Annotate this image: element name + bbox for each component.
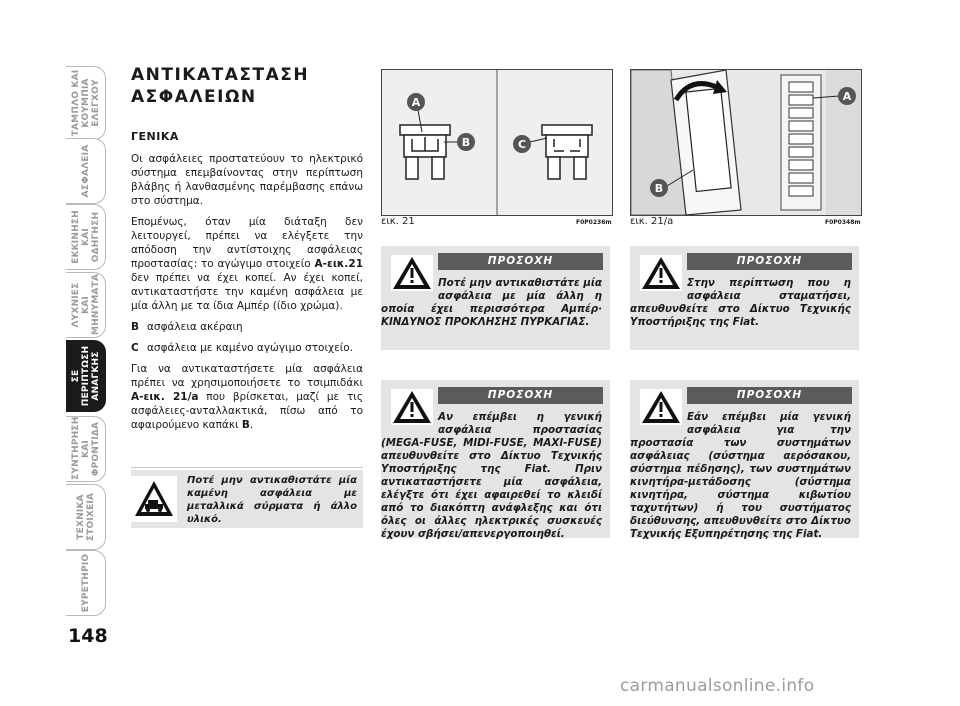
figure-label: B xyxy=(461,136,471,149)
note-box xyxy=(131,470,363,528)
warning-text xyxy=(630,380,859,538)
item-letter: C xyxy=(131,342,139,354)
section-heading: ΓΕΝΙΚΑ xyxy=(131,130,179,143)
warning-heading: ΠΡΟΣΟΧΗ xyxy=(687,253,852,270)
warning-text xyxy=(381,246,610,350)
warning-text-body: Στην περίπτωση που η ασφάλεια σταματήσει, απευθυνθείτε στο Δίκτυο Τεχνικής Υποστήριξης της Fiat. xyxy=(630,277,851,328)
warning-box xyxy=(630,380,859,538)
figure-caption: εικ. 21/a xyxy=(630,216,674,227)
sidebar-tab-label: ΣΕ ΠΕΡΙΠΤΩΣΗ ΑΝΑΓΚΗΣ xyxy=(70,345,101,407)
sidebar-tab-safety[interactable] xyxy=(66,138,106,204)
figure-code: F0P0236m xyxy=(576,219,612,226)
list-item xyxy=(131,341,363,355)
page-number: 148 xyxy=(68,625,108,647)
item-text: ασφάλεια με καμένο αγώγιμο στοιχείο. xyxy=(147,342,354,354)
warning-text xyxy=(630,246,859,350)
figure-label: A xyxy=(842,90,852,103)
sidebar-tab-label: ΛΥΧΝΙΕΣ ΚΑΙ ΜΗΝΥΜΑΤΑ xyxy=(70,273,101,335)
warning-box xyxy=(630,246,859,350)
warning-heading: ΠΡΟΣΟΧΗ xyxy=(438,387,603,404)
warning-text-body: Εάν επέμβει μία γενική ασφάλεια για την προστασία των συστημάτων ασφάλειας (σύστημα αερόσακου, σύστημα πέδησης), των συστημάτων κινητήρα-μετάδοσης (σύστημα κινητήρα, σύστημα κιβωτίου ταχυτήτων) ή του συστήματος διεύθυνσης, απευθυνθείτε στο Δίκτυο Τεχνικής Εξυπηρέτησης της Fiat. xyxy=(630,411,851,540)
figure-21a xyxy=(630,69,862,216)
paragraph-replace xyxy=(131,362,363,432)
figure-label: B xyxy=(654,182,664,195)
paragraph-text: Επομένως, όταν μία διάταξη δεν λειτουργεί, πρέπει να ελέγξετε την απόδοση την αντίστοιχης ασφάλειας προστασίας: το αγώγιμο στοιχείο xyxy=(131,216,363,270)
warning-text-body: Αν επέμβει η γενική ασφάλεια προστασίας (MEGA-FUSE, MIDI-FUSE, MAXI-FUSE) απευθυνθείτε στο Δίκτυο Τεχνικής Υποστήριξης της Fiat. Πριν αντικαταστήσετε μία ασφάλεια, ελέγξτε ότι έχει αφαιρεθεί το κλειδί από το διακόπτη ανάφλεξης και ότι όλες οι άλλες ηλεκτρικές συσκευές έχουν σβήσει/απενεργοποιηθεί. xyxy=(381,411,602,540)
paragraph-text: Για να αντικαταστήσετε μία ασφάλεια πρέπει να χρησιμοποιήσετε το τσιμπιδάκι xyxy=(131,363,363,389)
note-text: Ποτέ μην αντικαθιστάτε μία καμένη ασφάλεια με μεταλλικά σύρματα ή άλλο υλικό. xyxy=(187,475,357,525)
sidebar-tab-label: ΕΚΚΙΝΗΣΗ ΚΑΙ ΟΔΗΓΗΣΗ xyxy=(70,210,101,264)
body-text xyxy=(131,152,363,439)
paragraph-text: που βρίσκεται, μαζί με τις ασφάλειες-ανταλλακτικά, πίσω από το αφαιρούμενο καπάκι xyxy=(131,391,364,431)
figure-caption: εικ. 21 xyxy=(381,216,415,227)
warning-text xyxy=(381,380,610,538)
warning-box xyxy=(381,380,610,538)
page-title xyxy=(131,64,309,108)
figure-label: C xyxy=(517,138,527,151)
sidebar-tab-maintenance[interactable] xyxy=(66,416,106,482)
paragraph-intro: Οι ασφάλειες προστατεύουν το ηλεκτρικό σύστημα επεμβαίνοντας στην περίπτωση βλάβης ή λανθασμένης παρέμβασης επάνω στο σύστημα. xyxy=(131,153,363,207)
sidebar-tab-label: ΕΥΡΕΤΗΡΙΟ xyxy=(80,553,91,613)
sidebar-tab-label: ΤΕΧΝΙΚΑ ΣΤΟΙΧΕΙΑ xyxy=(75,492,96,542)
paragraph-text: . xyxy=(249,419,254,431)
cover-reference: B xyxy=(241,419,250,431)
figure-reference: A-εικ. 21/a xyxy=(131,391,199,403)
no-wire-icon xyxy=(131,476,177,522)
paragraph-text: δεν πρέπει να έχει κοπεί. Αν έχει κοπεί, αντικαταστήστε την καμένη ασφάλεια με μία άλλη με τα ίδια Αμπέρ (ίδιο χρώμα). xyxy=(131,272,363,312)
sidebar-tab-technical-data[interactable] xyxy=(66,484,106,550)
item-letter: B xyxy=(131,321,140,333)
item-text: ασφάλεια ακέραιη xyxy=(147,321,243,333)
sidebar-tab-starting-driving[interactable] xyxy=(66,204,106,270)
title-line-2: ΑΣΦΑΛΕΙΩΝ xyxy=(131,87,257,107)
warning-text-body: Ποτέ μην αντικαθιστάτε μία ασφάλεια με μία άλλη η οποία έχει περισσότερα Αμπέρ· ΚΙΝΔΥΝΟΣ ΠΡΟΚΛΗΣΗΣ ΠΥΡΚΑΓΙΑΣ. xyxy=(381,277,602,328)
sidebar-tab-label: ΑΣΦΑΛΕΙΑ xyxy=(80,144,91,198)
paragraph-check xyxy=(131,215,363,313)
figure-label: A xyxy=(411,96,421,109)
figure-21 xyxy=(381,69,613,216)
title-line-1: ΑΝΤΙΚΑΤΑΣΤΑΣΗ xyxy=(131,65,310,85)
divider xyxy=(131,467,363,468)
list-item xyxy=(131,320,363,334)
sidebar-tab-index[interactable] xyxy=(66,550,106,616)
watermark: carmanualsonline.info xyxy=(620,676,815,696)
warning-box xyxy=(381,246,610,350)
sidebar-tab-label: ΣΥΝΤΗΡΗΣΗ ΚΑΙ ΦΡΟΝΤΙΔΑ xyxy=(70,416,101,480)
warning-heading: ΠΡΟΣΟΧΗ xyxy=(687,387,852,404)
sidebar-tab-lights-messages[interactable] xyxy=(66,272,106,338)
sidebar-tab-emergency[interactable] xyxy=(66,340,106,412)
warning-heading: ΠΡΟΣΟΧΗ xyxy=(438,253,603,270)
figure-code: F0P0348m xyxy=(825,219,861,226)
sidebar-tab-label: ΤΑΜΠΛΟ ΚΑΙ ΚΟΥΜΠΙΑ ΕΛΕΓΧΟΥ xyxy=(70,69,101,137)
figure-reference: A-εικ.21 xyxy=(314,258,363,270)
sidebar-tab-dashboard[interactable] xyxy=(66,66,106,140)
